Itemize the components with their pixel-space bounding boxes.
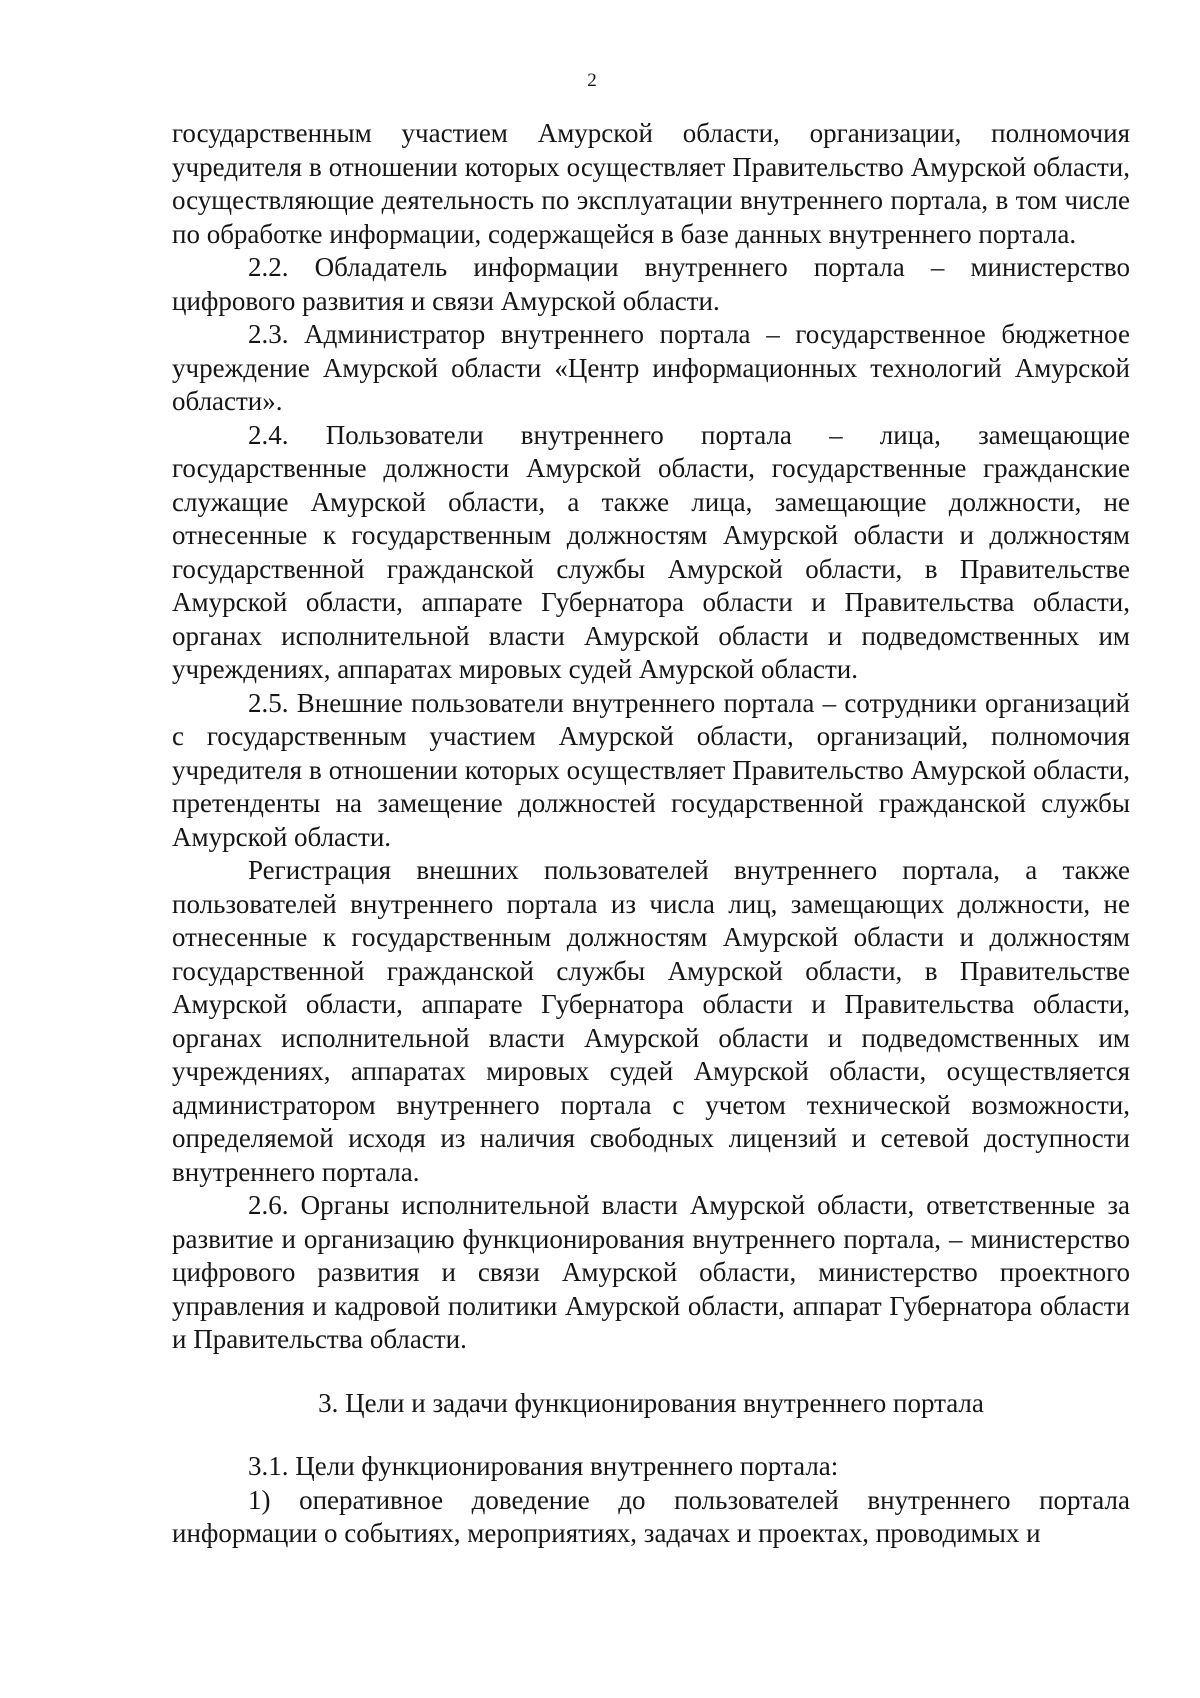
paragraph-2-2: 2.2. Обладатель информации внутреннего портала – министерство цифрового развития и связи Амурской области.: [172, 252, 1130, 316]
paragraph-2-5: 2.5. Внешние пользователи внутреннего портала – сотрудники организаций с государственным участием Амурской области, организаций, полномочия учредителя в отношении которых осуществляет Правительство Амурской области, претенденты на замещение должностей государственной гражданской службы Амурской области.: [172, 687, 1130, 852]
list-item-1: 1) оперативное доведение до пользователей внутреннего портала информации о событиях, мероприятиях, задачах и проектах, проводимых и: [172, 1484, 1130, 1548]
paragraph-2-4: 2.4. Пользователи внутреннего портала – лица, замещающие государственные должности Амурской области, государственные гражданские служащие Амурской области, а также лица, замещающие должности, не отнесенные к государственным должностям Амурской области и должностям государственной гражданской службы Амурской области, в Правительстве Амурской области, аппарате Губернатора области и Правительства области, органах исполнительной власти Амурской области и подведомственных им учреждениях, аппаратах мировых судей Амурской области.: [172, 419, 1130, 684]
paragraph-2-3: 2.3. Администратор внутреннего портала – государственное бюджетное учреждение Амурской области «Центр информационных технологий Амурской области».: [172, 319, 1130, 416]
section-heading: 3. Цели и задачи функционирования внутреннего портала: [318, 1387, 984, 1418]
paragraph-2-6: 2.6. Органы исполнительной власти Амурской области, ответственные за развитие и организацию функционирования внутреннего портала, – министерство цифрового развития и связи Амурской области, министерство проектного управления и кадровой политики Амурской области, аппарат Губернатора области и Правительства области.: [172, 1190, 1130, 1354]
paragraph-continuation: государственным участием Амурской области, организации, полномочия учредителя в отношении которых осуществляет Правительство Амурской области, осуществляющие деятельность по эксплуатации внутреннего портала, в том числе по обработке информации, содержащейся в базе данных внутреннего портала.: [172, 118, 1130, 249]
paragraph-3-1: 3.1. Цели функционирования внутреннего портала:: [248, 1451, 839, 1481]
paragraph-registration: Регистрация внешних пользователей внутреннего портала, а также пользователей внутреннего портала из числа лиц, замещающих должности, не отнесенные к государственным должностям Амурской области и должностям государственной гражданской службы Амурской области, в Правительстве Амурской области, аппарате Губернатора области и Правительства области, органах исполнительной власти Амурской области и подведомственных им учреждениях, аппаратах мировых судей Амурской области, осуществляется администратором внутреннего портала с учетом технической возможности, определяемой исходя из наличия свободных лицензий и сетевой доступности внутреннего портала.: [172, 855, 1130, 1187]
document-body: [172, 117, 1130, 1551]
page-number: 2: [587, 70, 597, 91]
